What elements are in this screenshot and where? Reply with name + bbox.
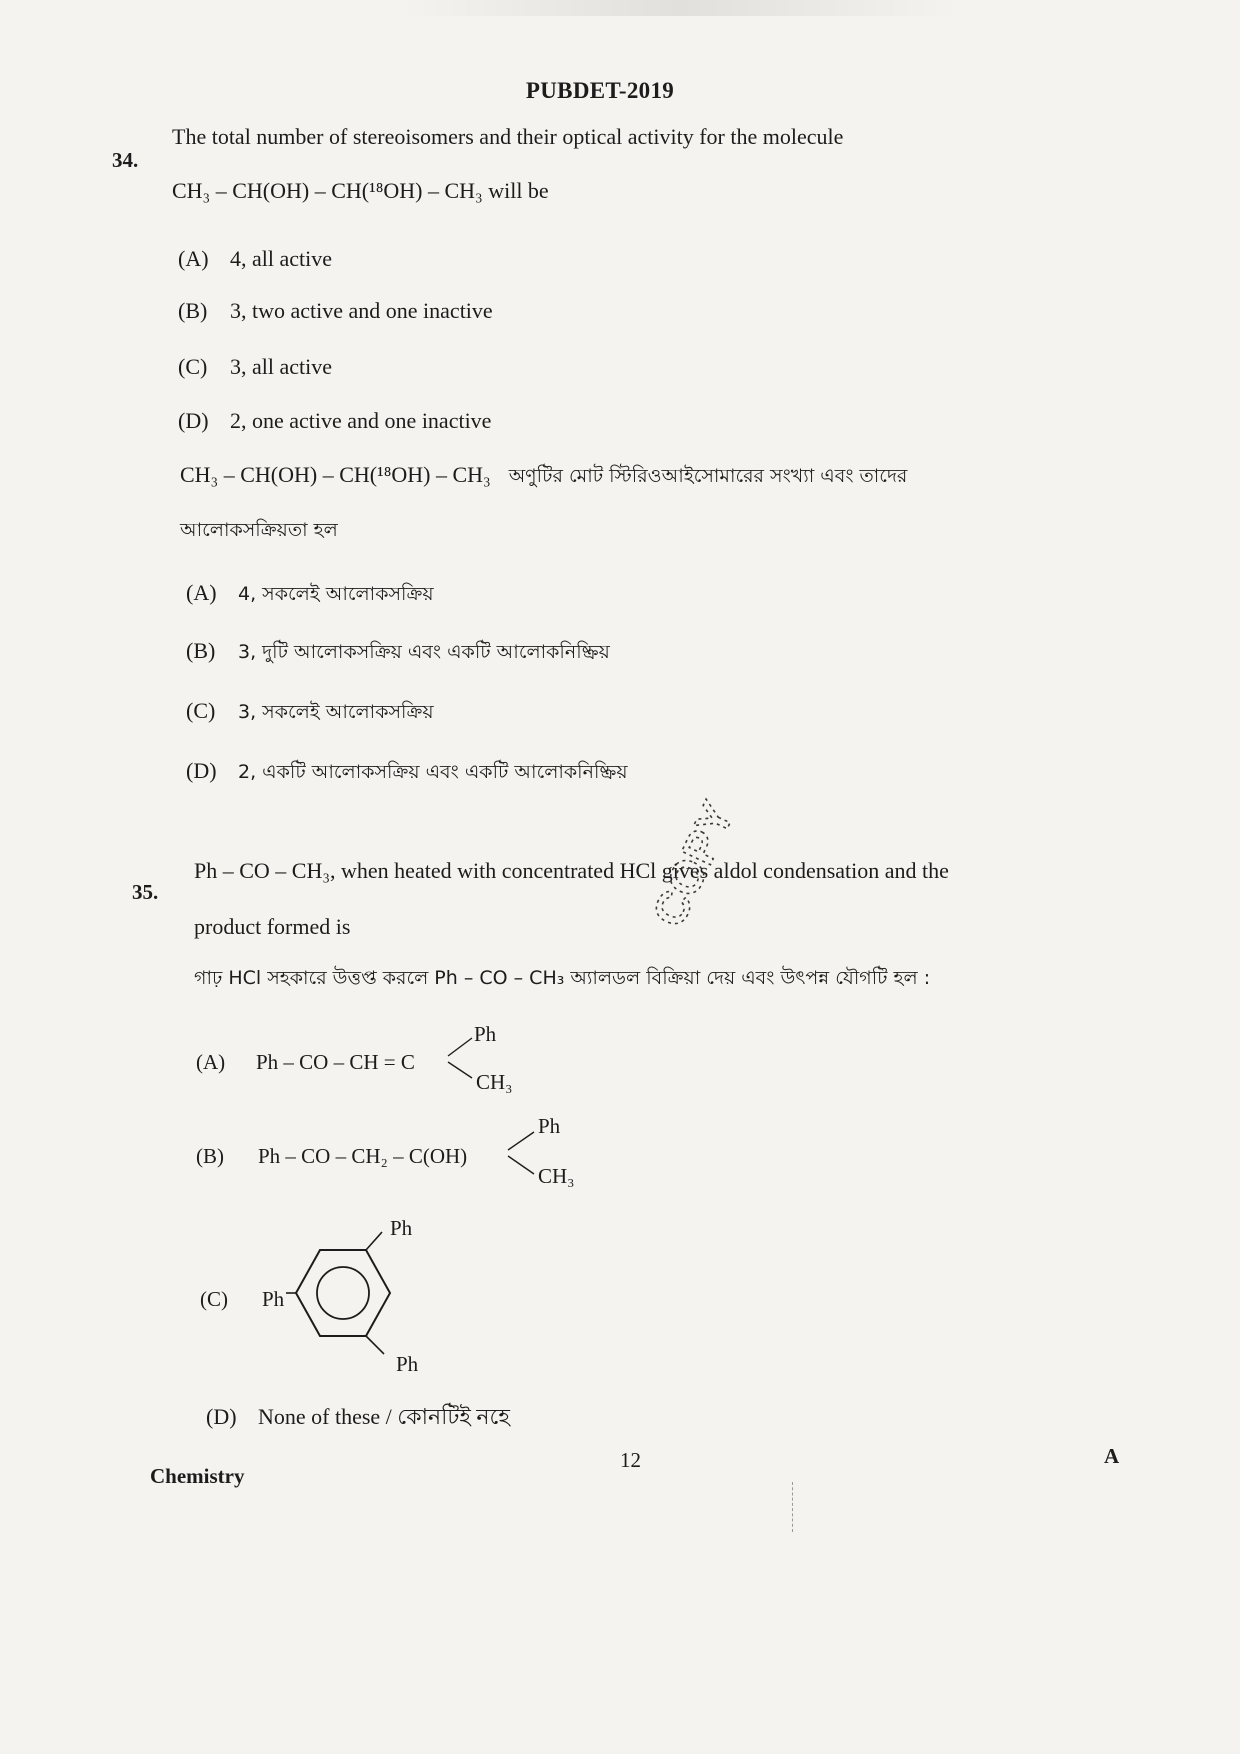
question-35-number: 35. — [132, 880, 159, 904]
q35-option-b-bottom-sub: CH₃ — [538, 1164, 575, 1188]
q34-option-b-bn: (B) 3, দুটি আলোকসক্রিয় এবং একটি আলোকনিষ্ক্রিয় — [186, 638, 610, 663]
q35-option-c-left-sub: Ph — [262, 1287, 285, 1311]
q35-option-b-bonds — [506, 1122, 542, 1182]
q35-option-a-bottom-sub: CH₃ — [476, 1070, 513, 1094]
q35-option-a: (A) Ph – CO – CH = C — [196, 1050, 415, 1074]
q34-option-d-en: (D) 2, one active and one inactive — [178, 408, 492, 433]
question-34-number: 34. — [112, 148, 139, 172]
footer-subject: Chemistry — [150, 1464, 245, 1488]
question-34-formula: CH₃ – CH(OH) – CH(¹⁸OH) – CH₃ will be — [172, 178, 549, 203]
question-35-bengali-stem: গাঢ় HCl সহকারে উত্তপ্ত করলে Ph – CO – CH₃ অ্যালডল বিক্রিয়া দেয় এবং উৎপন্ন যৌগটি হল : — [194, 967, 931, 989]
q34-option-c-bn: (C) 3, সকলেই আলোকসক্রিয় — [186, 698, 434, 723]
footer-set-letter: A — [1104, 1444, 1120, 1468]
q35-option-c-bottom-sub: Ph — [396, 1352, 419, 1376]
scan-divider — [792, 1482, 794, 1532]
q34-option-b-en: (B) 3, two active and one inactive — [178, 298, 493, 323]
question-35-stem-line1: Ph – CO – CH₃, when heated with concentrated HCl gives aldol condensation and the — [194, 858, 949, 883]
footer-page-number: 12 — [620, 1448, 641, 1472]
q34-option-a-bn: (A) 4, সকলেই আলোকসক্রিয় — [186, 580, 434, 605]
q34-option-a-en: (A) 4, all active — [178, 246, 333, 271]
q34-bengali-stem-line1: CH₃ – CH(OH) – CH(¹⁸OH) – CH₃ অণুটির মোট স্টিরিওআইসোমারের সংখ্যা এবং তাদের — [180, 462, 908, 487]
q35-option-a-top-sub: Ph — [474, 1022, 497, 1046]
question-34-stem: The total number of stereoisomers and their optical activity for the molecule — [172, 124, 844, 149]
q35-option-a-bonds — [446, 1028, 482, 1088]
q35-option-c-top-sub: Ph — [390, 1216, 413, 1240]
q34-option-d-bn: (D) 2, একটি আলোকসক্রিয় এবং একটি আলোকনিষ্ক্রিয় — [186, 758, 628, 783]
q34-bengali-stem-line2: আলোকসক্রিয়তা হল — [180, 519, 338, 541]
copy-watermark — [640, 760, 800, 1020]
q35-option-b-top-sub: Ph — [538, 1114, 561, 1138]
q35-option-d: (D) None of these / কোনটিই নহে — [206, 1404, 510, 1429]
question-35-stem-line2: product formed is — [194, 914, 351, 939]
q35-option-b: (B) Ph – CO – CH₂ – C(OH) — [196, 1144, 468, 1168]
benzene-ring-icon — [286, 1230, 416, 1360]
scan-smudge — [400, 0, 960, 16]
page-header: PUBDET-2019 — [525, 78, 675, 103]
q34-option-c-en: (C) 3, all active — [178, 354, 333, 379]
svg-text:COPY: COPY — [641, 794, 745, 935]
q35-option-c-label: (C) — [200, 1287, 228, 1311]
